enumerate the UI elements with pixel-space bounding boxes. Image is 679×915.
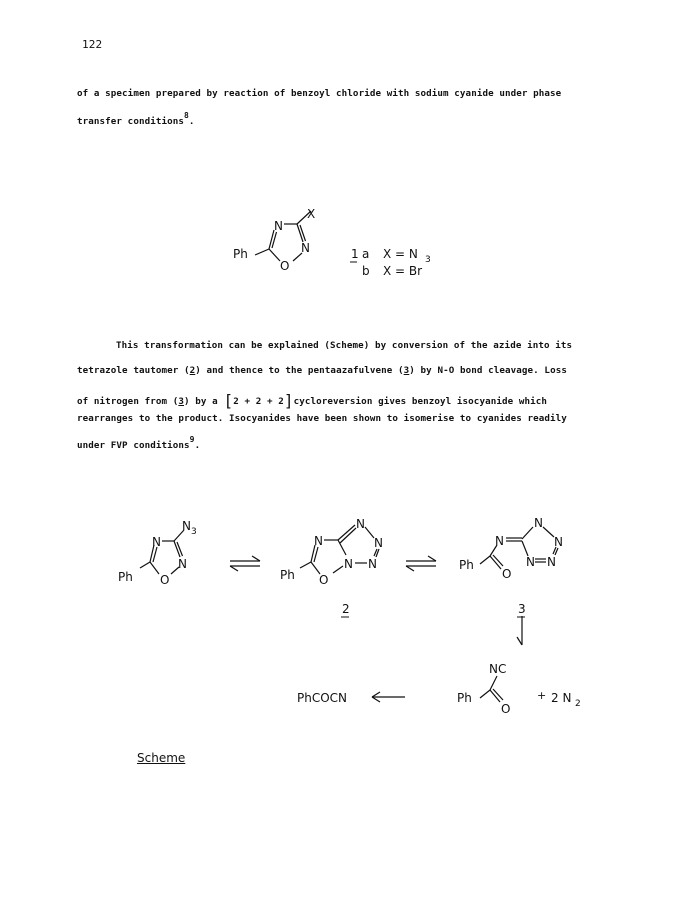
para2-line1: This transformation can be explained (Scheme) by conversion of the azide into its: [116, 340, 573, 351]
para2-line3a: of nitrogen from (: [77, 396, 179, 407]
bracket-close: ]: [283, 391, 294, 410]
label-1a-letter: a: [362, 247, 370, 261]
isocyanide-o: O: [501, 702, 511, 716]
dinitrogen-subscript: 2: [575, 699, 581, 709]
para1-line1: of a specimen prepared by reaction of benzoyl chloride with sodium cyanide under phase: [77, 88, 562, 99]
para2-line4: rearranges to the product. Isocyanides have been shown to isomerise to cyanides readily: [77, 413, 567, 424]
scheme-3-n-right-bottom: N: [547, 555, 556, 569]
isocyanide-nc: NC: [489, 662, 507, 676]
label-1a-subscript: 3: [425, 255, 431, 265]
scheme-title: Scheme: [137, 751, 186, 765]
s1-n-top: N: [274, 219, 283, 233]
scheme-2-n-right-top: N: [374, 536, 383, 550]
bracket-open: [: [223, 391, 234, 410]
para1-line2-text: transfer conditions: [77, 116, 184, 128]
scheme-1a-o: O: [160, 573, 170, 587]
s1-x: X: [307, 207, 316, 221]
scheme-2-o: O: [319, 573, 329, 587]
para2-line2a: tetrazole tautomer (: [77, 365, 190, 376]
page-number: 122: [82, 38, 103, 51]
scheme-3-n-right-top: N: [554, 535, 563, 549]
scheme-2-ph: Ph: [280, 568, 295, 582]
scheme-1a-n-right: N: [178, 557, 187, 571]
label-1a-definition: X = N: [383, 247, 418, 261]
dinitrogen: 2 N: [551, 691, 572, 705]
para2-line3c: cycloreversion gives benzoyl isocyanide which: [293, 396, 548, 407]
plus-sign: +: [537, 689, 547, 702]
scheme-1a-ph: Ph: [118, 570, 133, 584]
compound-3-label: 3: [518, 602, 526, 616]
scheme-3-n-bottom: N: [526, 555, 535, 569]
para1-end: .: [188, 116, 195, 128]
para2-line2b: ) and thence to the pentaazafulvene (: [195, 365, 404, 376]
para2-line3b: ) by a: [184, 396, 218, 407]
scheme-1a-n3: N: [182, 519, 191, 533]
ref-8: 8: [184, 111, 189, 120]
para2-end: .: [194, 440, 201, 452]
scheme-1a-n3-sub: 3: [191, 527, 197, 537]
s1-ph: Ph: [233, 247, 248, 261]
scheme-2-n-bottom: N: [344, 557, 353, 571]
scheme-1a-n-top: N: [152, 535, 161, 549]
label-1b-definition: X = Br: [383, 264, 423, 278]
ref-compound-2: 2: [189, 365, 196, 376]
scheme-2-n-top: N: [356, 517, 365, 531]
para2-line2c: ) by N-O bond cleavage. Loss: [409, 365, 567, 376]
ref-9: 9: [189, 435, 195, 444]
scheme-3-n-top: N: [534, 516, 543, 530]
s1-o: O: [280, 259, 290, 273]
ref-compound-3: 3: [403, 365, 410, 376]
compound-2-label: 2: [342, 602, 350, 616]
para2-line5-text: under FVP conditions: [77, 440, 190, 452]
scheme-3-ph: Ph: [459, 558, 474, 572]
label-1b-letter: b: [362, 264, 370, 278]
product-phcocn: PhCOCN: [297, 691, 348, 705]
cycloreversion-bracket: 2 + 2 + 2: [233, 396, 284, 407]
s1-n-right: N: [301, 241, 310, 255]
ref-compound-3b: 3: [178, 396, 185, 407]
scheme-2-n-left: N: [314, 534, 323, 548]
scheme-2-n-right-bottom: N: [368, 557, 377, 571]
label-1a-number: 1: [351, 247, 359, 261]
scheme-3-o: O: [502, 567, 512, 581]
scheme-3-n-exo: N: [495, 534, 504, 548]
isocyanide-ph: Ph: [457, 691, 472, 705]
